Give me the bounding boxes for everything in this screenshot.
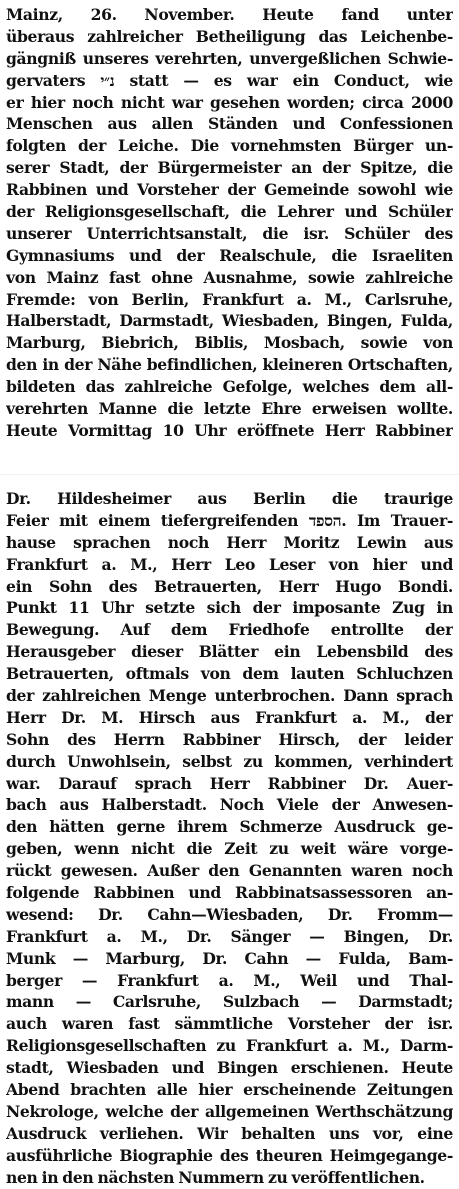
text-line: Herausgeber dieser Blätter ein Lebensbild des [6,642,453,662]
text-line: verehrten Manne die letzte Ehre erweisen wollte. [6,399,453,419]
text-line: Herr Dr. M. Hirsch aus Frankfurt a. M., der [6,707,453,727]
text-line: unserer Unterrichtsanstalt, die isr. Schüler des [6,223,453,243]
text-line: Nekrologe, welche der allgemeinen Werthschätzung [6,1101,453,1121]
text-line: geben, wenn nicht die Zeit zu weit wäre vorge- [6,839,453,859]
text-line: folgende Rabbinen und Rabbinatsassessoren an- [6,883,453,903]
text-line: berger — Frankfurt a. M., Weil und Thal- [6,970,453,990]
text-line: Rabbinen und Vorsteher der Gemeinde sowohl wie [6,180,453,200]
text-line: gervaters נ״י statt — es war ein Conduct, wie [6,70,453,90]
text-line: von Mainz fast ohne Ausnahme, sowie zahlreiche [6,267,453,287]
text-line: durch Unwohlsein, selbst zu kommen, verhindert [6,751,453,771]
text-line: serer Stadt, der Bürgermeister an der Spitze, die [6,158,453,178]
text-line: Punkt 11 Uhr setzte sich der imposante Zug in [6,598,453,618]
text-line: rückt gewesen. Außer den Genannten waren noch [6,861,453,881]
text-line: ausführliche Biographie des theuren Heimgegange- [6,1145,453,1165]
text-line: Gymnasiums und der Realschule, die Israeliten [6,245,453,265]
text-line: bach aus Halberstadt. Noch Viele der Anwesen- [6,795,453,815]
text-line: Betrauerten, oftmals von dem lauten Schluchzen [6,664,453,684]
text-line: auch waren fast sämmtliche Vorsteher der isr. [6,1014,453,1034]
text-line: wesend: Dr. Cahn—Wiesbaden, Dr. Fromm— [6,904,453,924]
text-line: der Religionsgesellschaft, die Lehrer und Schüler [6,202,453,222]
text-line: er hier noch nicht war gesehen worden; circa 2000 [6,92,453,112]
text-line: Ausdruck verliehen. Wir behalten uns vor, eine [6,1123,453,1143]
text-line: den hätten gerne ihrem Schmerze Ausdruck ge- [6,817,453,837]
text-line: Frankfurt a. M., Herr Leo Leser von hier und [6,554,453,574]
text-line: gängniß unseres verehrten, unvergeßlichen Schwie- [6,48,453,68]
article-block-2 [6,488,453,1189]
text-line: Fremde: von Berlin, Frankfurt a. M., Carlsruhe, [6,289,453,309]
text-line: Frankfurt a. M., Dr. Sänger — Bingen, Dr. [6,926,453,946]
text-line: überaus zahlreicher Betheiligung das Leichenbe- [6,26,453,46]
text-line: Religionsgesellschaften zu Frankfurt a. M., Darm- [6,1036,453,1056]
text-line: stadt, Wiesbaden und Bingen erschienen. Heute [6,1058,453,1078]
text-line: nen in den nächsten Nummern zu veröffentlichen. [6,1167,425,1187]
text-line: Menschen aus allen Ständen und Confessionen [6,114,453,134]
text-line: ein Sohn des Betrauerten, Herr Hugo Bondi. [6,576,453,596]
clipping-separator [0,474,459,479]
text-line: hause sprachen noch Herr Moritz Lewin aus [6,532,453,552]
text-line: Bewegung. Auf dem Friedhofe entrollte der [6,620,453,640]
text-line: bildeten das zahlreiche Gefolge, welches dem all- [6,377,453,397]
text-line: Mainz, 26. November. Heute fand unter [6,5,453,24]
text-line: Heute Vormittag 10 Uhr eröffnete Herr Rabbiner [6,420,453,440]
text-line: Marburg, Biebrich, Biblis, Mosbach, sowie von [6,333,453,353]
text-line: folgten der Leiche. Die vornehmsten Bürger un- [6,136,453,156]
article-block-1 [6,4,453,442]
text-line: den in der Nähe befindlichen, kleineren Ortschaften, [6,355,453,375]
text-line: Sohn des Herrn Rabbiner Hirsch, der leider [6,729,453,749]
text-line: der zahlreichen Menge unterbrochen. Dann sprach [6,686,453,706]
text-line: Halberstadt, Darmstadt, Wiesbaden, Bingen, Fulda, [6,311,453,331]
text-line: Dr. Hildesheimer aus Berlin die traurige [6,489,453,508]
text-line: Abend brachten alle hier erscheinende Zeitungen [6,1080,453,1100]
text-line: mann — Carlsruhe, Sulzbach — Darmstadt; [6,992,453,1012]
text-line: Munk — Marburg, Dr. Cahn — Fulda, Bam- [6,948,453,968]
text-line: war. Darauf sprach Herr Rabbiner Dr. Auer- [6,773,453,793]
text-line: Feier mit einem tiefergreifenden הספד. Im Trauer- [6,510,453,530]
